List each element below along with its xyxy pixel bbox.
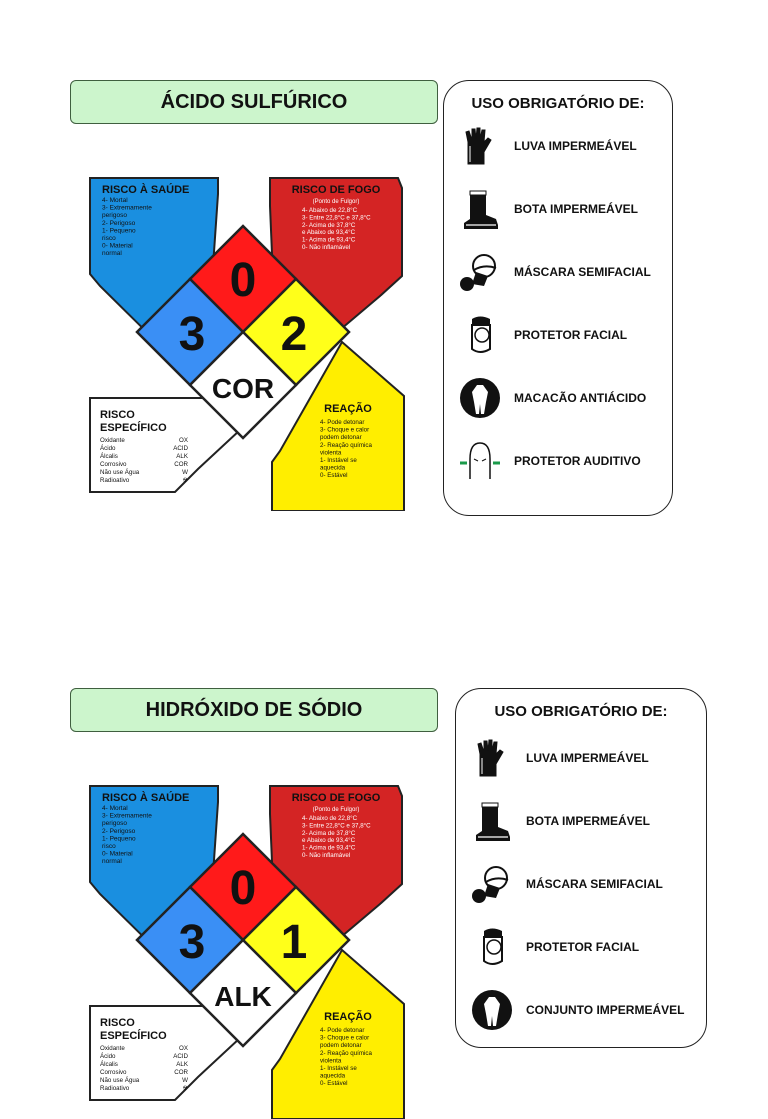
nfpa-diamond: [80, 774, 420, 1119]
legend-line: 1- Pequeno: [102, 227, 136, 235]
legend-line: 0- Estável: [320, 472, 348, 480]
nfpa-diamond-container: [80, 774, 420, 1119]
specific-legend-title-2: ESPECÍFICO: [100, 1030, 167, 1042]
specific-legend-name: Oxidante: [100, 1045, 125, 1052]
health-rating: 3: [178, 308, 206, 361]
legend-line: violenta: [320, 1057, 342, 1065]
ppe-label: PROTETOR FACIAL: [526, 940, 640, 954]
ppe-item: [458, 310, 666, 360]
legend-line: perigoso: [102, 212, 127, 220]
chemical-title: HIDRÓXIDO DE SÓDIO: [70, 688, 438, 732]
legend-line: perigoso: [102, 820, 127, 828]
boot-icon: [458, 187, 502, 231]
ppe-label: MÁSCARA SEMIFACIAL: [514, 265, 651, 279]
specific-legend-code: ☢: [182, 1085, 188, 1092]
ppe-item: [470, 859, 700, 909]
ppe-label: CONJUNTO IMPERMEÁVEL: [526, 1003, 685, 1017]
specific-legend-name: Radioativo: [100, 1085, 130, 1092]
specific-legend-code: W: [182, 469, 188, 476]
ppe-label: PROTETOR AUDITIVO: [514, 454, 641, 468]
ear-protector-icon: [458, 439, 502, 483]
health-legend-title: RISCO À SAÚDE: [102, 792, 190, 804]
ppe-heading: USO OBRIGATÓRIO DE:: [494, 703, 668, 720]
ppe-panel: [443, 80, 673, 516]
legend-line: e Abaixo de 93,4°C: [302, 837, 356, 845]
specific-legend-code: ALK: [176, 1061, 188, 1068]
specific-legend-name: Corrosivo: [100, 461, 127, 468]
reactivity-legend-title: REAÇÃO: [324, 1011, 372, 1023]
legend-line: 0- Estável: [320, 1080, 348, 1088]
coverall-icon: [458, 376, 502, 420]
legend-line: podem detonar: [320, 434, 362, 442]
legend-line: 3- Extremamente: [102, 204, 152, 212]
legend-line: e Abaixo de 93,4°C: [302, 229, 356, 237]
legend-line: 1- Instável se: [320, 457, 357, 464]
ppe-item: [458, 373, 666, 423]
legend-line: 3- Extremamente: [102, 812, 152, 820]
legend-line: 3- Choque e calor: [320, 1034, 370, 1042]
glove-icon: [470, 736, 514, 780]
specific-legend-code: COR: [174, 1069, 188, 1076]
legend-line: 1- Pequeno: [102, 835, 136, 843]
ppe-panel: [455, 688, 707, 1048]
ppe-item: [458, 121, 666, 171]
specific-legend-name: Álcalis: [100, 453, 118, 460]
legend-line: podem detonar: [320, 1042, 362, 1050]
legend-line: normal: [102, 250, 122, 258]
specific-legend-code: ACID: [173, 445, 188, 452]
specific-code: COR: [211, 373, 275, 404]
ppe-label: PROTETOR FACIAL: [514, 328, 628, 342]
legend-line: risco: [102, 235, 116, 242]
specific-legend-name: Ácido: [100, 445, 116, 452]
ppe-item: [470, 922, 700, 972]
legend-line: normal: [102, 858, 122, 866]
reactivity-legend-title: REAÇÃO: [324, 403, 372, 415]
ppe-label: LUVA IMPERMEÁVEL: [514, 139, 637, 153]
legend-line: 4- Mortal: [102, 805, 128, 812]
chemical-card: [0, 80, 768, 520]
ppe-item: [458, 184, 666, 234]
legend-line: 2- Acima de 37,8°C: [302, 221, 356, 229]
ppe-label: MACACÃO ANTIÁCIDO: [514, 391, 647, 405]
legend-line: violenta: [320, 449, 342, 457]
boot-icon: [470, 799, 514, 843]
face-shield-icon: [458, 313, 502, 357]
legend-line: 4- Pode detonar: [320, 419, 365, 426]
nfpa-diamond: [80, 166, 420, 511]
ppe-label: MÁSCARA SEMIFACIAL: [526, 877, 663, 891]
specific-legend-name: Não use Água: [100, 1077, 140, 1084]
legend-line: 4- Abaixo de 22,8°C: [302, 815, 358, 822]
chemical-title: ÁCIDO SULFÚRICO: [70, 80, 438, 124]
ppe-item: [470, 733, 700, 783]
nfpa-diamond-container: [80, 166, 420, 511]
ppe-heading: USO OBRIGATÓRIO DE:: [471, 95, 645, 112]
specific-legend-title-2: ESPECÍFICO: [100, 422, 167, 434]
specific-legend-name: Não use Água: [100, 469, 140, 476]
legend-line: 0- Não inflamável: [302, 244, 351, 251]
specific-legend-code: W: [182, 1077, 188, 1084]
ppe-item: [458, 436, 666, 486]
specific-legend-code: ACID: [173, 1053, 188, 1060]
ppe-label: BOTA IMPERMEÁVEL: [526, 814, 651, 828]
specific-legend-name: Álcalis: [100, 1061, 118, 1068]
fire-rating: 0: [229, 254, 257, 307]
specific-code: ALK: [214, 981, 272, 1012]
fire-legend-title: RISCO DE FOGO: [291, 792, 381, 804]
legend-line: 2- Reação química: [320, 441, 372, 449]
legend-line: 4- Pode detonar: [320, 1027, 365, 1034]
specific-legend-name: Corrosivo: [100, 1069, 127, 1076]
fire-legend-title: RISCO DE FOGO: [291, 184, 381, 196]
legend-line: 4- Abaixo de 22,8°C: [302, 207, 358, 214]
fire-legend-subtitle: (Ponto de Fulgor): [312, 199, 360, 205]
ppe-item: [458, 247, 666, 297]
legend-line: risco: [102, 843, 116, 850]
ppe-item: [470, 985, 700, 1035]
specific-legend-code: COR: [174, 461, 188, 468]
specific-legend-name: Oxidante: [100, 437, 125, 444]
legend-line: 3- Entre 22,8°C e 37,8°C: [302, 822, 371, 830]
legend-line: 2- Perigoso: [102, 219, 136, 227]
health-legend-title: RISCO À SAÚDE: [102, 184, 190, 196]
specific-legend-code: OX: [179, 1045, 188, 1052]
specific-legend-name: Ácido: [100, 1053, 116, 1060]
ppe-label: LUVA IMPERMEÁVEL: [526, 751, 649, 765]
legend-line: 0- Não inflamável: [302, 852, 351, 859]
legend-line: 2- Acima de 37,8°C: [302, 829, 356, 837]
specific-legend-name: Radioativo: [100, 477, 130, 484]
coverall-icon: [470, 988, 514, 1032]
ppe-item: [470, 796, 700, 846]
legend-line: 1- Acima de 93,4°C: [302, 236, 356, 244]
legend-line: 3- Choque e calor: [320, 426, 370, 434]
glove-icon: [458, 124, 502, 168]
fire-rating: 0: [229, 862, 257, 915]
legend-line: 2- Perigoso: [102, 827, 136, 835]
face-shield-icon: [470, 925, 514, 969]
legend-line: aquecida: [320, 1072, 346, 1080]
specific-legend-title: RISCO: [100, 1017, 135, 1029]
reactivity-rating: 1: [280, 916, 308, 969]
legend-line: 4- Mortal: [102, 197, 128, 204]
ppe-label: BOTA IMPERMEÁVEL: [514, 202, 639, 216]
specific-legend-code: ALK: [176, 453, 188, 460]
legend-line: aquecida: [320, 464, 346, 472]
legend-line: 2- Reação química: [320, 1049, 372, 1057]
legend-line: 0- Material: [102, 850, 133, 858]
legend-line: 0- Material: [102, 242, 133, 250]
legend-line: 3- Entre 22,8°C e 37,8°C: [302, 214, 371, 222]
legend-line: 1- Instável se: [320, 1065, 357, 1072]
reactivity-rating: 2: [280, 308, 308, 361]
fire-legend-subtitle: (Ponto de Fulgor): [312, 807, 360, 813]
respirator-icon: [458, 250, 502, 294]
specific-legend-code: ☢: [182, 477, 188, 484]
specific-legend-title: RISCO: [100, 409, 135, 421]
health-rating: 3: [178, 916, 206, 969]
legend-line: 1- Acima de 93,4°C: [302, 844, 356, 852]
chemical-card: [0, 688, 768, 1092]
respirator-icon: [470, 862, 514, 906]
specific-legend-code: OX: [179, 437, 188, 444]
